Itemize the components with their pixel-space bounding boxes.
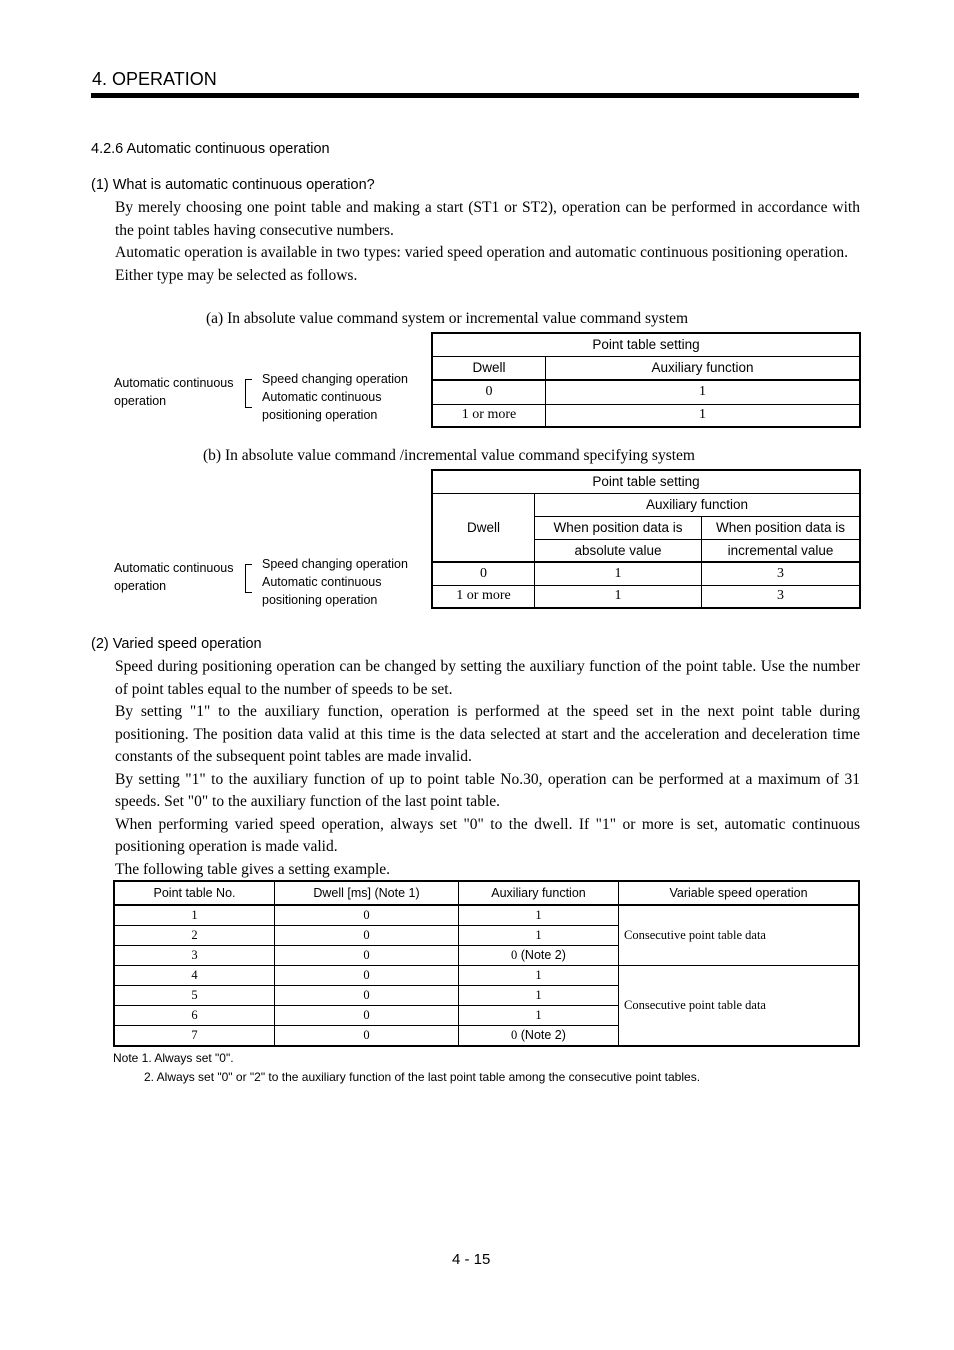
part2-body: [115, 656, 860, 881]
header-rule: [91, 93, 859, 98]
option-speed-changing: Speed changing operation: [262, 372, 408, 386]
option-speed-changing: Speed changing operation: [262, 557, 408, 571]
paragraph: By setting "1" to the auxiliary function of up to point table No.30, operation can be performed at a maximum of 31 speeds. Set "0" to the auxiliary function of the last point table.: [115, 770, 860, 810]
table-row: 7 0 0 (Note 2): [114, 1026, 859, 1047]
col-aux: Auxiliary function: [535, 493, 861, 516]
paragraph: Speed during positioning operation can be changed by setting the auxiliary function of the point table. Use the number of point tables equal to the number of speeds to be set.: [115, 658, 860, 698]
header-dwell: Dwell [ms] (Note 1): [275, 881, 459, 905]
col-dwell: Dwell: [432, 356, 546, 380]
section-title: 4.2.6 Automatic continuous operation: [91, 141, 330, 157]
header-variable-speed: Variable speed operation: [619, 881, 860, 905]
table-cell: 1 or more: [432, 404, 546, 427]
case-b-title: (b) In absolute value command /incremental value command specifying system: [203, 447, 695, 464]
paragraph: By setting "1" to the auxiliary function, operation is performed at the speed set in the next point table during positioning. The position data valid at this time is the data selected at start and the acceleration and deceleration time constants of the subsequent point tables are made invalid.: [115, 703, 860, 765]
col-abs: When position data is: [535, 516, 702, 539]
part2-heading: (2) Varied speed operation: [91, 636, 262, 652]
table-row: 5 0 1: [114, 986, 859, 1006]
table-row: 1 0 1 Consecutive point table data: [114, 905, 859, 926]
note-2: 2. Always set "0" or "2" to the auxiliary function of the last point table among the consecutive point tables.: [144, 1070, 701, 1084]
table-cell: 1: [535, 562, 702, 585]
header-point-table-no: Point table No.: [114, 881, 275, 905]
paragraph: Either type may be selected as follows.: [115, 266, 358, 284]
table-row: 4 0 1 Consecutive point table data: [114, 966, 859, 986]
case-b-bracket: [245, 564, 252, 593]
table-cell: 1: [546, 404, 861, 427]
table-title: Point table setting: [432, 470, 860, 493]
table-title: Point table setting: [432, 333, 860, 356]
table-cell: 1: [535, 585, 702, 608]
table-row: 3 0 0 (Note 2): [114, 946, 859, 966]
case-b-point-table: [431, 469, 861, 609]
header-aux: Auxiliary function: [459, 881, 619, 905]
table-cell: 0: [432, 562, 535, 585]
case-a-title: (a) In absolute value command system or incremental value command system: [206, 310, 689, 327]
group-label: Consecutive point table data: [619, 905, 860, 966]
case-a-bracket: [245, 379, 252, 408]
example-table: [113, 880, 860, 1047]
chapter-title: 4. OPERATION: [92, 69, 217, 89]
page-number: 4 - 15: [452, 1251, 491, 1268]
col-aux: Auxiliary function: [546, 356, 861, 380]
case-b-diagram-options: Speed changing operation Automatic continuous positioning operation: [262, 557, 408, 607]
table-cell: 0: [432, 380, 546, 404]
paragraph: By merely choosing one point table and making a start (ST1 or ST2), operation can be performed in accordance with the point tables having consecutive numbers.: [115, 199, 860, 239]
table-cell: 1: [546, 380, 861, 404]
paragraph: Automatic operation is available in two types: varied speed operation and automatic continuous positioning operation.: [115, 244, 849, 261]
col-inc: When position data is: [702, 516, 861, 539]
option-auto-positioning: Automatic continuous: [262, 390, 382, 404]
col-dwell: Dwell: [432, 493, 535, 562]
paragraph: When performing varied speed operation, always set "0" to the dwell. If "1" or more is set, automatic continuous positioning operation is made valid.: [115, 815, 860, 855]
col-abs-2: absolute value: [535, 539, 702, 562]
table-row: 2 0 1: [114, 926, 859, 946]
table-cell: 3: [702, 562, 861, 585]
part1-heading: (1) What is automatic continuous operation?: [91, 177, 375, 193]
option-auto-positioning: Automatic continuous: [262, 575, 382, 589]
note-1: Note 1. Always set "0".: [113, 1051, 234, 1065]
col-inc-2: incremental value: [702, 539, 861, 562]
case-a-diagram-label: Automatic continuous operation: [114, 376, 234, 408]
case-a-diagram-options: Speed changing operation Automatic continuous positioning operation: [262, 372, 408, 422]
case-a-point-table: [431, 332, 861, 428]
part1-body: [115, 197, 860, 287]
table-row: 6 0 1: [114, 1006, 859, 1026]
case-b-diagram-label: Automatic continuous operation: [114, 561, 234, 593]
group-label: Consecutive point table data: [619, 966, 860, 1047]
table-cell: 3: [702, 585, 861, 608]
table-cell: 1 or more: [432, 585, 535, 608]
paragraph: The following table gives a setting example.: [115, 860, 391, 878]
